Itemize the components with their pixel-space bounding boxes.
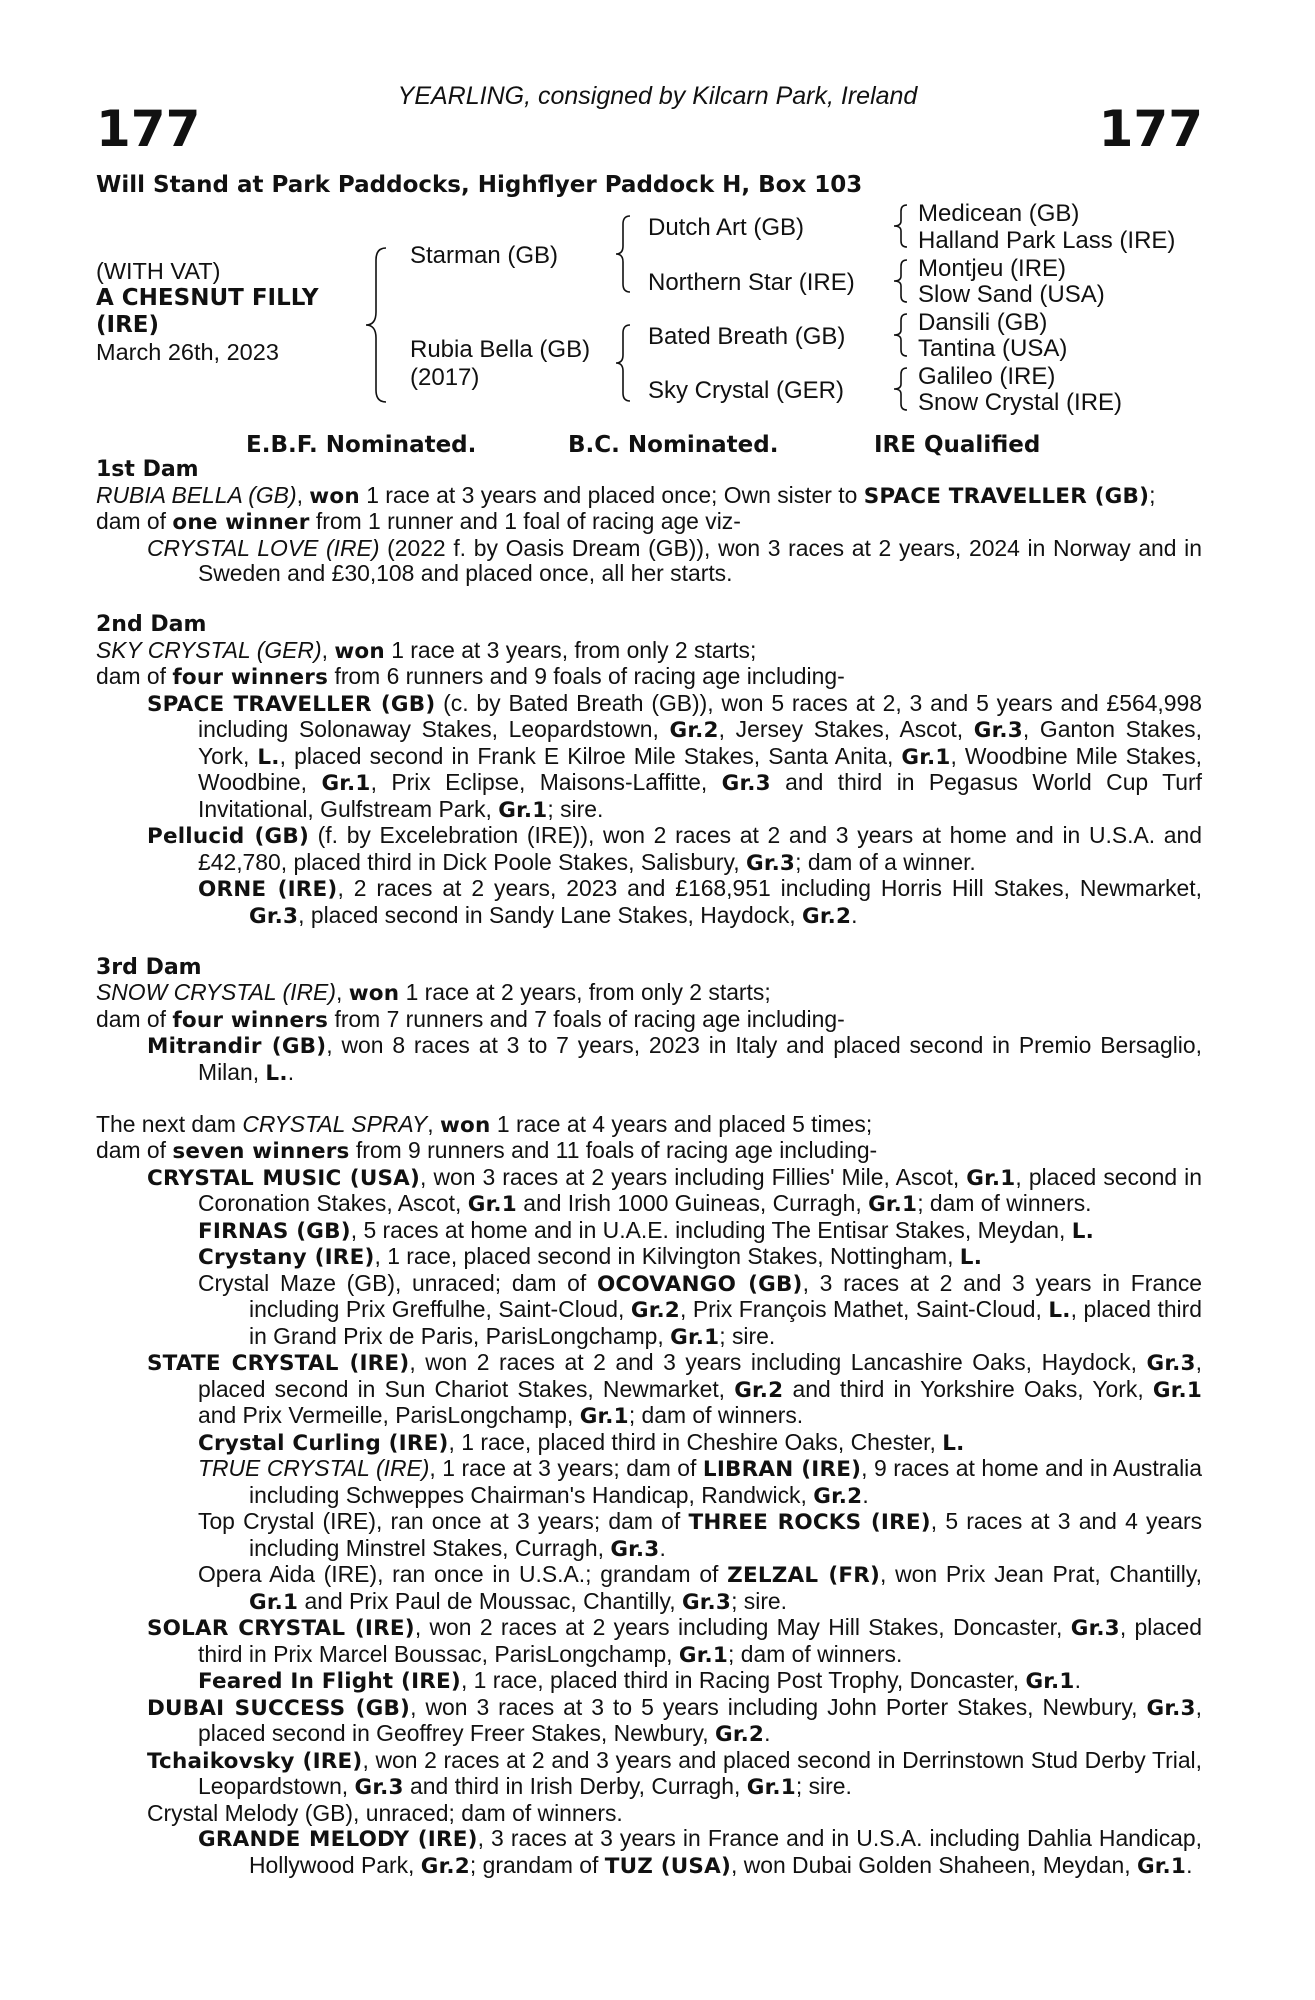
- pedigree-brace-sire: [612, 214, 634, 294]
- pedigree-sdd: Slow Sand (USA): [918, 281, 1105, 308]
- list-item: GRANDE MELODY (IRE), 3 races at 3 years in France and in U.S.A. including Dahlia Handicap, Hollywood Park, Gr.2; grandam of TUZ (USA), won Dubai Golden Shaheen, Meydan, Gr.1.: [198, 1825, 1202, 1879]
- list-item: FIRNAS (GB), 5 races at home and in U.A.E. including The Entisar Stakes, Meydan, L.: [198, 1216, 1095, 1244]
- pedigree-sire-sire: Dutch Art (GB): [648, 214, 805, 241]
- list-item: Feared In Flight (IRE), 1 race, placed third in Racing Post Trophy, Doncaster, Gr.1.: [198, 1667, 1081, 1694]
- third-dam-produce: dam of four winners from 7 runners and 7 foals of racing age including-: [96, 1005, 845, 1033]
- pedigree-dss: Dansili (GB): [918, 309, 1048, 336]
- pedigree-brace-ds: [889, 312, 911, 358]
- list-item: TRUE CRYSTAL (IRE), 1 race at 3 years; dam of LIBRAN (IRE), 9 races at home and in Australia including Schweppes Chairman's Handicap, Randwick, Gr.2.: [198, 1455, 1202, 1509]
- list-item: Pellucid (GB) (f. by Excelebration (IRE)), won 2 races at 2 and 3 years at home and in U.S.A. and £42,780, placed third in Dick Poole Stakes, Salisbury, Gr.3; dam of a winner.: [147, 822, 1202, 876]
- second-dam-produce: dam of four winners from 6 runners and 9 foals of racing age including-: [96, 663, 845, 690]
- second-dam-summary: SKY CRYSTAL (GER), won 1 race at 3 years, from only 2 starts;: [96, 636, 757, 664]
- lot-name: A CHESNUT FILLY: [96, 285, 319, 311]
- third-dam-summary: SNOW CRYSTAL (IRE), won 1 race at 2 years, from only 2 starts;: [96, 979, 771, 1006]
- next-dam-summary: The next dam CRYSTAL SPRAY, won 1 race at 4 years and placed 5 times;: [96, 1110, 873, 1138]
- section-heading-2nd-dam: 2nd Dam: [96, 612, 207, 637]
- consignment-line: YEARLING, consigned by Kilcarn Park, Ireland: [397, 82, 918, 110]
- ire-qualified: IRE Qualified: [874, 432, 1041, 458]
- pedigree-sire-dam: Northern Star (IRE): [648, 269, 855, 296]
- pedigree-brace-dd: [889, 366, 911, 412]
- lot-number-right: 177: [1098, 100, 1203, 158]
- pedigree-brace-ss: [889, 203, 911, 249]
- list-item: Crystany (IRE), 1 race, placed second in Kilvington Stakes, Nottingham, L.: [198, 1243, 983, 1270]
- pedigree-sss: Medicean (GB): [918, 200, 1080, 227]
- list-item: Crystal Curling (IRE), 1 race, placed third in Cheshire Oaks, Chester, L.: [198, 1428, 965, 1456]
- list-item: CRYSTAL MUSIC (USA), won 3 races at 2 years including Fillies' Mile, Ascot, Gr.1, placed second in Coronation Stakes, Ascot, Gr.1 and Irish 1000 Guineas, Curragh, Gr.1; dam of winners.: [147, 1163, 1202, 1217]
- list-item: Crystal Melody (GB), unraced; dam of winners.: [147, 1799, 623, 1826]
- pedigree-sds: Montjeu (IRE): [918, 255, 1067, 282]
- list-item: Crystal Maze (GB), unraced; dam of OCOVANGO (GB), 3 races at 2 and 3 years in France including Prix Greffulhe, Saint-Cloud, Gr.2, Prix François Mathet, Saint-Cloud, L., placed third in Grand Prix de Paris, ParisLongchamp, Gr.1; sire.: [198, 1269, 1202, 1350]
- pedigree-brace-sd: [889, 258, 911, 304]
- list-item: ORNE (IRE), 2 races at 2 years, 2023 and £168,951 including Horris Hill Stakes, Newmarket, Gr.3, placed second in Sandy Lane Stakes, Haydock, Gr.2.: [198, 875, 1202, 929]
- vat-note: (WITH VAT): [96, 258, 221, 284]
- foaled-date: March 26th, 2023: [96, 339, 279, 365]
- list-item: Top Crystal (IRE), ran once at 3 years; dam of THREE ROCKS (IRE), 5 races at 3 and 4 years including Minstrel Stakes, Curragh, Gr.3.: [198, 1508, 1203, 1562]
- catalogue-body: [96, 457, 1202, 1879]
- pedigree-dam-year: (2017): [410, 364, 480, 391]
- section-heading-3rd-dam: 3rd Dam: [96, 954, 202, 980]
- stand-location: Will Stand at Park Paddocks, Highflyer Paddock H, Box 103: [96, 172, 863, 198]
- pedigree-dsd: Tantina (USA): [918, 335, 1068, 362]
- lot-number-left: 177: [96, 100, 201, 158]
- bc-nomination: B.C. Nominated.: [568, 432, 779, 458]
- first-dam-produce: dam of one winner from 1 runner and 1 foal of racing age viz-: [96, 508, 741, 535]
- list-item: Opera Aida (IRE), ran once in U.S.A.; grandam of ZELZAL (FR), won Prix Jean Prat, Chantilly, Gr.1 and Prix Paul de Moussac, Chantilly, Gr.3; sire.: [198, 1561, 1202, 1615]
- first-dam-summary: RUBIA BELLA (GB), won 1 race at 3 years and placed once; Own sister to SPACE TRAVELLER (GB);: [96, 481, 1156, 509]
- pedigree-dam-dam: Sky Crystal (GER): [648, 377, 845, 404]
- pedigree-dam: Rubia Bella (GB): [410, 336, 591, 363]
- pedigree-brace-main: [360, 246, 390, 404]
- pedigree-dds: Galileo (IRE): [918, 363, 1056, 390]
- lot-info: [96, 258, 319, 366]
- list-item: DUBAI SUCCESS (GB), won 3 races at 3 to 5 years including John Porter Stakes, Newbury, Gr.3, placed second in Geoffrey Freer Stakes, Newbury, Gr.2.: [147, 1693, 1202, 1747]
- next-dam-produce: dam of seven winners from 9 runners and 11 foals of racing age including-: [96, 1137, 878, 1164]
- list-item: SOLAR CRYSTAL (IRE), won 2 races at 2 years including May Hill Stakes, Doncaster, Gr.3, placed third in Prix Marcel Boussac, ParisLongchamp, Gr.1; dam of winners.: [147, 1614, 1202, 1668]
- ebf-nomination: E.B.F. Nominated.: [246, 432, 477, 458]
- list-item: SPACE TRAVELLER (GB) (c. by Bated Breath (GB)), won 5 races at 2, 3 and 5 years and £564,998 including Solonaway Stakes, Leopardstown, Gr.2, Jersey Stakes, Ascot, Gr.3, Ganton Stakes, York, L., placed second in Frank E Kilroe Mile Stakes, Santa Anita, Gr.1, Woodbine Mile Stakes, Woodbine, Gr.1, Prix Eclipse, Maisons-Laffitte, Gr.3 and third in Pegasus World Cup Turf Invitational, Gulfstream Park, Gr.1; sire.: [147, 689, 1203, 823]
- pedigree-ddd: Snow Crystal (IRE): [918, 389, 1123, 416]
- list-item: Tchaikovsky (IRE), won 2 races at 2 and 3 years and placed second in Derrinstown Stud Derby Trial, Leopardstown, Gr.3 and third in Irish Derby, Curragh, Gr.1; sire.: [147, 1746, 1203, 1800]
- pedigree-sire: Starman (GB): [410, 242, 559, 269]
- list-item: CRYSTAL LOVE (IRE) (2022 f. by Oasis Dream (GB)), won 3 races at 2 years, 2024 in Norway and in Sweden and £30,108 and placed once, all her starts.: [147, 534, 1202, 586]
- section-heading-1st-dam: 1st Dam: [96, 457, 199, 482]
- pedigree-dam-sire: Bated Breath (GB): [648, 323, 846, 350]
- pedigree-brace-dam: [612, 323, 634, 403]
- list-item: Mitrandir (GB), won 8 races at 3 to 7 years, 2023 in Italy and placed second in Premio Bersaglio, Milan, L..: [147, 1032, 1202, 1086]
- list-item: STATE CRYSTAL (IRE), won 2 races at 2 and 3 years including Lancashire Oaks, Haydock, Gr.3, placed second in Sun Chariot Stakes, Newmarket, Gr.2 and third in Yorkshire Oaks, York, Gr.1 and Prix Vermeille, ParisLongchamp, Gr.1; dam of winners.: [147, 1349, 1203, 1429]
- lot-name-suffix: (IRE): [96, 312, 160, 338]
- pedigree-ssd: Halland Park Lass (IRE): [918, 227, 1176, 254]
